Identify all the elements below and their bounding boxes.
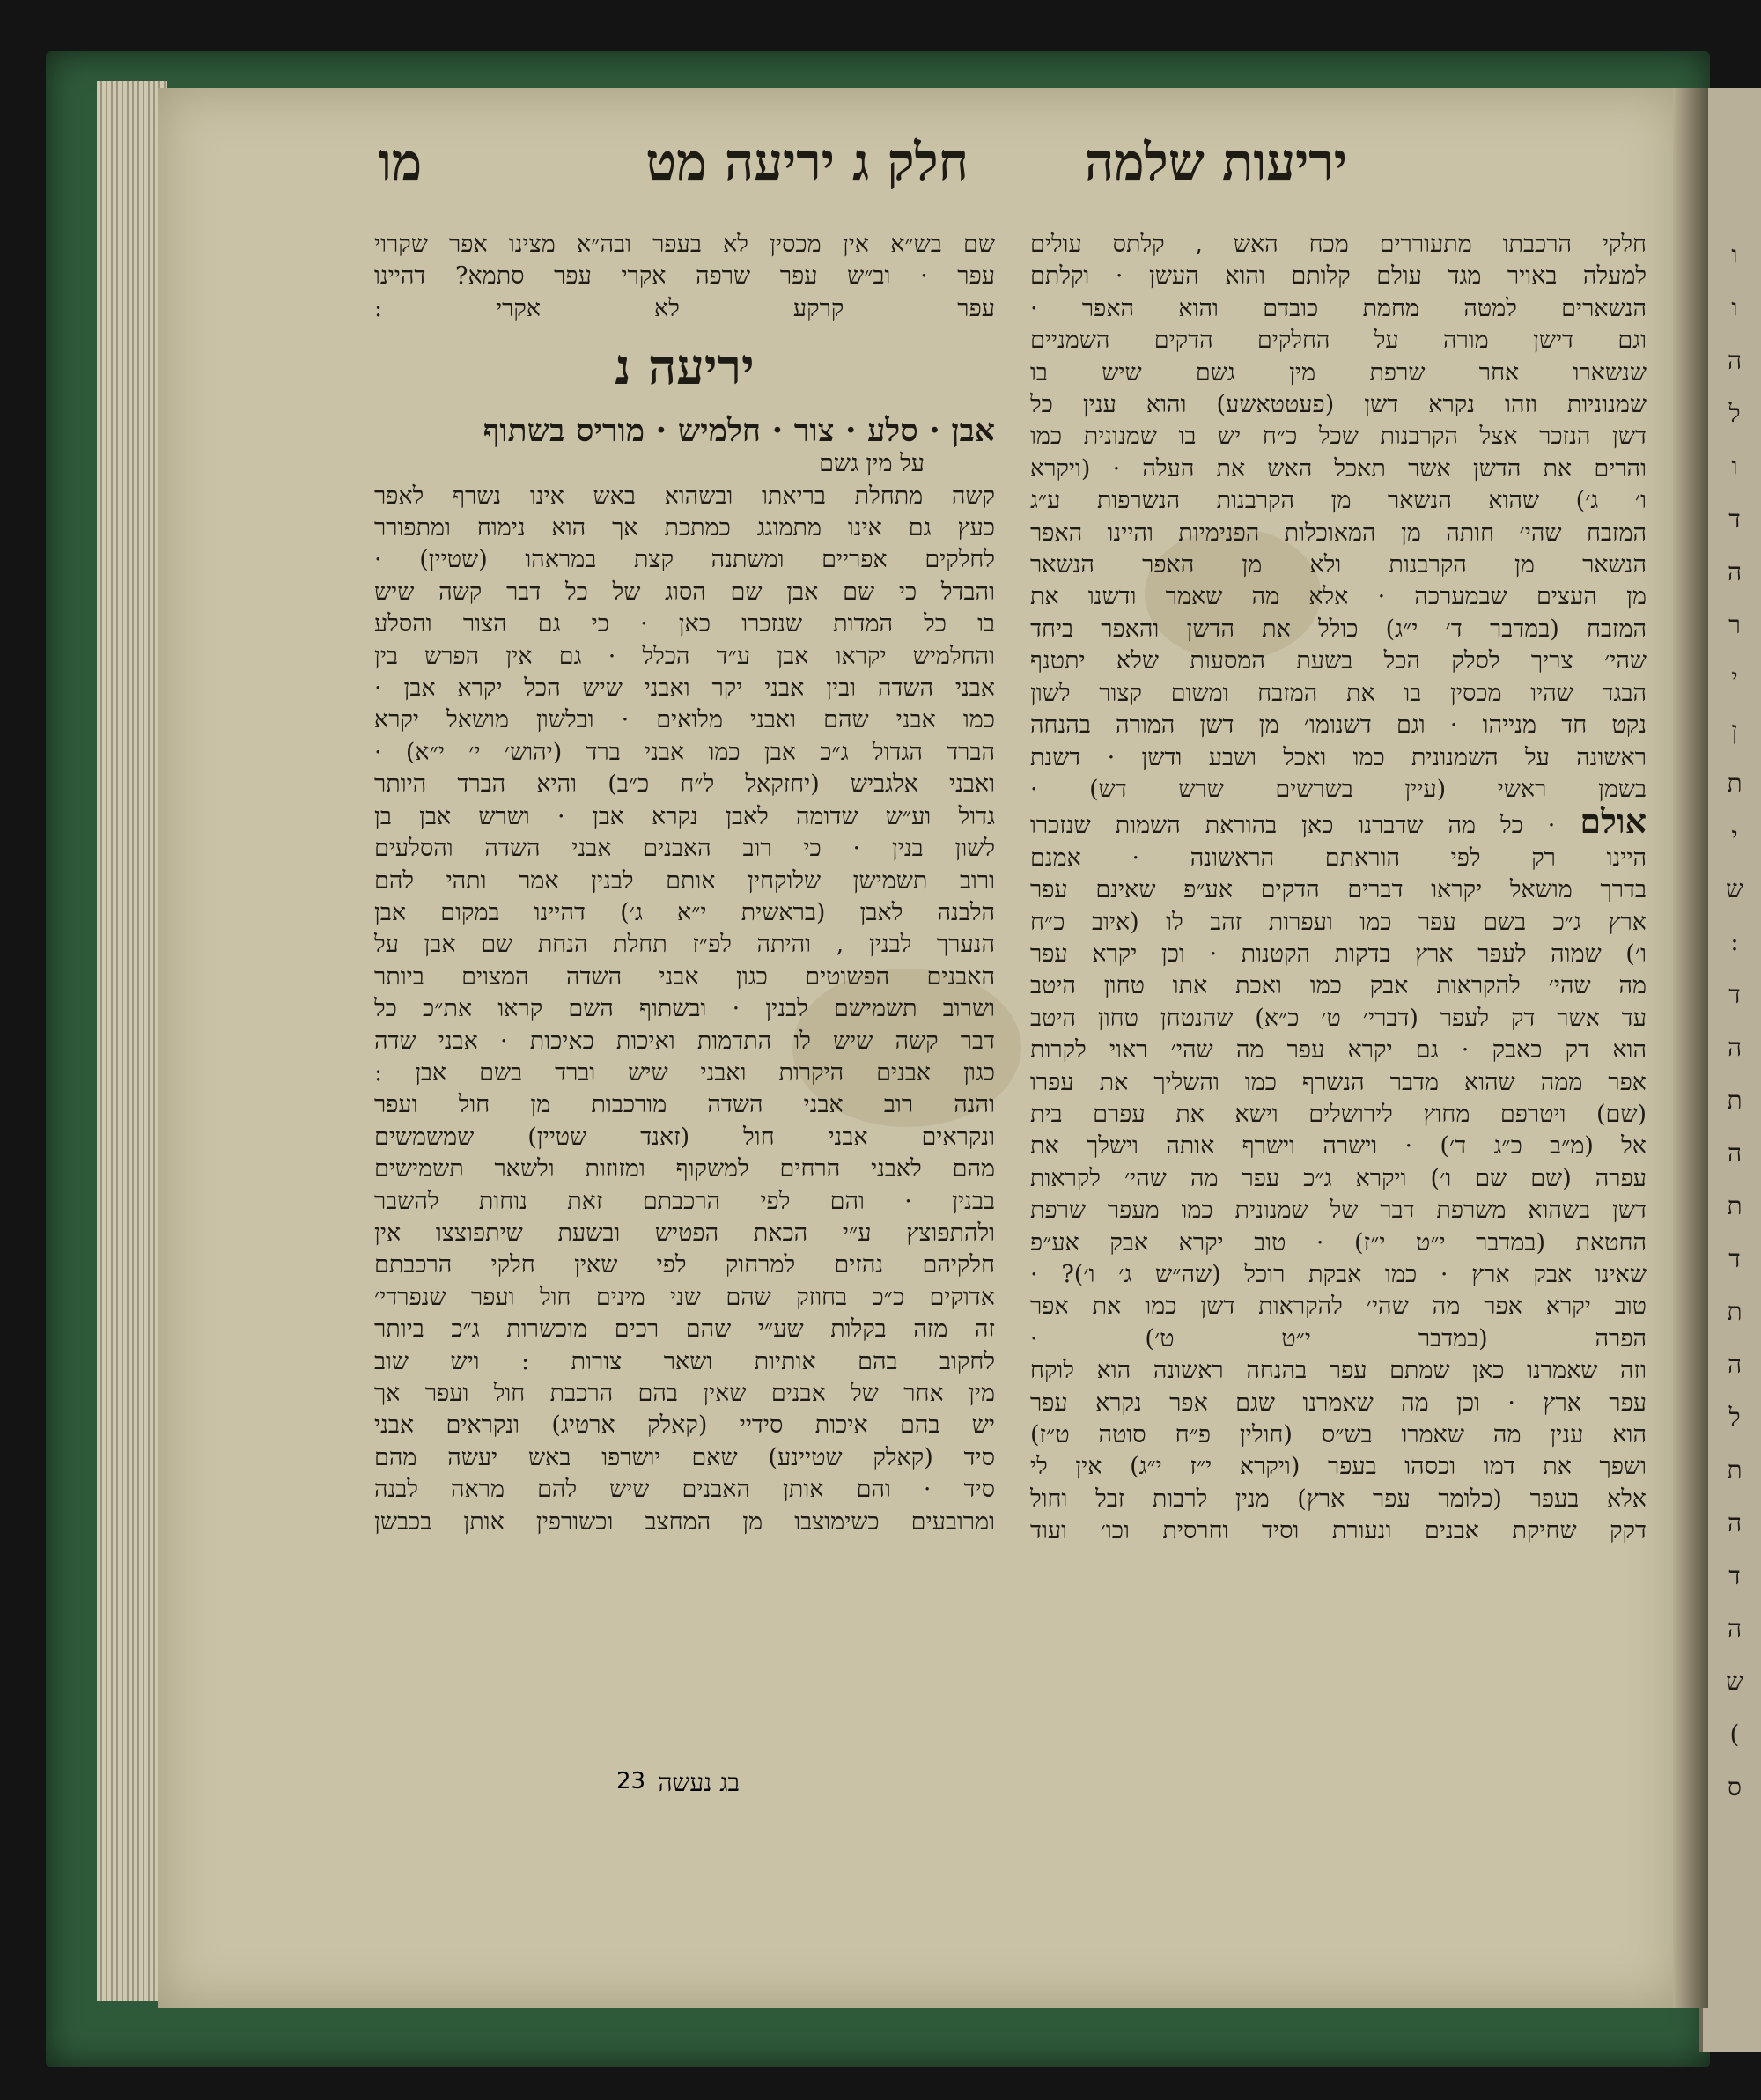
right-column-lines-c [1030, 1355, 1647, 1547]
text-line: עפר קרקע לא אקרי : [374, 294, 995, 322]
olam-paragraph-start [1030, 806, 1647, 842]
facing-page-letter: ( [1729, 1720, 1740, 1749]
text-line: טוב יקרא אפר מה שהי׳ להקראות דשן כמו את אפר [1030, 1293, 1647, 1321]
catchword: בג נעשה [658, 1768, 740, 1797]
text-line: בבנין · והם לפי הרכבתם זאת נוחות להשבר [374, 1187, 995, 1215]
text-line: הלבנה לאבן (בראשית י״א ג׳) דהיינו במקום אבן [374, 898, 995, 926]
text-line: ולהתפוצץ ע״י הכאת הפטיש ובשעת שיתפוצצו אין [374, 1219, 995, 1247]
text-line: היינו רק לפי הוראתם הראשונה · אמנם [1030, 844, 1647, 872]
text-line: בו כל המדות שנזכרו כאן · כי גם הצור והסלע [374, 610, 995, 638]
text-line: דקק שחיקת אבנים ונעורת וסיד וחרסית וכו׳ ועוד [1030, 1517, 1647, 1545]
text-line: הנשארים למטה מחמת כובדם והוא האפר · [1030, 294, 1647, 322]
text-line: וזה שאמרנו כאן שמתם עפר בהנחה ראשונה הוא לוקח [1030, 1357, 1647, 1385]
text-line: עפר · וב״ש עפר שרפה אקרי עפר סתמא? דהיינו [374, 262, 995, 291]
facing-page-letter: ד [1728, 980, 1741, 1009]
left-column-lines-top [374, 229, 995, 325]
text-line: שם בש״א אין מכסין לא בעפר ובה״א מצינו אפר שקרוי [374, 231, 995, 258]
text-line: והנה רוב אבני השדה מורכבות מן חול ועפר [374, 1091, 995, 1119]
text-line: שאינו אבק ארץ · כמו אבקת רוכל (שה״ש ג׳ ו׳)? · [1030, 1261, 1647, 1288]
text-line: אלא בעפר (כלומר עפר ארץ) מנין לרבות זבל וחול [1030, 1485, 1647, 1513]
olam-rest: · כל מה שדברנו כאן בהוראת השמות שנזכרו [1030, 812, 1556, 840]
text-line: עפרה (שם שם ו׳) ויקרא ג״כ עפר מה שהי׳ לקראות [1030, 1164, 1647, 1192]
running-title: יריעות שלמה [1084, 132, 1347, 192]
text-line: מין אחר של אבנים שאין בהם הרכבת חול ועפר אך [374, 1380, 995, 1407]
text-line: הוא דק כאבק · גם יקרא עפר מה שהי׳ ראוי לקרות [1030, 1036, 1647, 1065]
facing-page-letter: : [1730, 927, 1739, 956]
text-line: ומרובעים כשימוצבו מן המחצב וכשורפין אותן בכבשן [374, 1507, 995, 1536]
text-line: הפרה (במדבר י״ט ט׳) · [1030, 1324, 1647, 1352]
text-line: מהם לאבני הרחים למשקוף ומזוזות ולשאר תשמישים [374, 1155, 995, 1183]
facing-page-letter: ד [1728, 1244, 1741, 1273]
facing-page-letter: ת [1727, 1191, 1743, 1220]
left-text-column [374, 229, 995, 1805]
facing-page-letter: ה [1727, 1350, 1743, 1379]
text-line: סיד (קאלק שטיינע) שאם יושרפו באש יעשה מהם [374, 1443, 995, 1471]
facing-page-letter: ת [1727, 769, 1743, 798]
text-line: הברד הגדול ג״כ אבן כמו אבני ברד (יהוש׳ י׳ י״א) · [374, 738, 995, 766]
facing-page-letter: ה [1727, 1508, 1743, 1537]
text-line: אל (מ״ב כ״ג ד׳) · וישרה וישרף אותה וישלך את [1030, 1132, 1647, 1161]
text-line: ו׳) שמוה לעפר ארץ בדקות הקטנות · וכן יקרא עפר [1030, 939, 1647, 968]
text-line: המזבח שהי׳ חותה מן המאוכלות הפנימיות והיינו האפר [1030, 519, 1647, 547]
facing-page-letter: ן [1731, 716, 1738, 745]
text-line: ראשונה על השמנונית כמו ואכל ושבע ודשן · דשנת [1030, 743, 1647, 771]
facing-page-letter: ה [1727, 1033, 1743, 1062]
text-line: והבדל כי שם אבן שם הסוג של כל דבר קשה שיש [374, 578, 995, 606]
olam-word: אולם [1580, 806, 1647, 842]
text-line: קשה מתחלת בריאתו ובשהוא באש אינו נשרף לאפר [374, 482, 995, 510]
facing-page-letter: ל [1728, 1403, 1741, 1432]
facing-page-letter: ל [1728, 399, 1741, 428]
right-column-lines-a [1030, 229, 1647, 806]
text-line: הנשאר מן הקרבנות ולא מן האפר הנשאר [1030, 551, 1647, 579]
text-line: ושפך את דמו וכסהו בעפר (ויקרא י״ז י״ג) אין לי [1030, 1453, 1647, 1481]
facing-page-letter: י [1731, 822, 1738, 851]
facing-page-letter: י [1731, 663, 1738, 692]
text-line: עפר ארץ · וכן מה שאמרנו שגם אפר נקרא עפר [1030, 1389, 1647, 1417]
text-line: בשמן ראשי (עיין בשרשים שרש דש) · [1030, 775, 1647, 803]
text-line: שנשארו אחר שרפת מין גשם שיש בו [1030, 358, 1647, 387]
text-line: עד אשר דק לעפר (דברי׳ ט׳ כ״א) שהנטחן טחון היטב [1030, 1004, 1647, 1032]
text-line: וגם דישן מורה על החלקים הדקים השמניים [1030, 327, 1647, 355]
chapter-subtitle: אבן · סלע · צור · חלמיש · מוריס בשתוף [483, 412, 995, 450]
text-line: והחלמיש יקראו אבן ע״ד הכלל · גם אין הפרש בין [374, 642, 995, 670]
facing-page-letter: ש [1726, 874, 1743, 903]
text-line: והרים את הדשן אשר תאכל האש את העלה · (ויקרא [1030, 454, 1647, 483]
text-line: חלקיהם נהזים למרחוק לפי שאין חלקי הרכבתם [374, 1251, 995, 1279]
facing-page-letter: ה [1727, 1138, 1743, 1168]
text-line: מן העצים שבמערכה · אלא מה שאמר ודשנו את [1030, 583, 1647, 611]
text-line: אבני השדה ובין אבני יקר ואבני שיש הכל יקרא אבן · [374, 674, 995, 703]
text-line: לחקוב בהם אותיות ושאר צורות : ויש שוב [374, 1347, 995, 1375]
signature-mark: 23 [616, 1768, 646, 1794]
text-line: למעלה באויר מגד עולם קלותם והוא העשן · וקלתם [1030, 262, 1647, 291]
text-line: שמנוניות וזהו נקרא דשן (פעטטאשע) והוא ענין כל [1030, 391, 1647, 419]
text-line: סיד · והם אותן האבנים שיש להם מראה לבנה [374, 1476, 995, 1504]
facing-page-letter: ה [1727, 557, 1743, 586]
text-line: דבר קשה שיש לו התדמות ואיכות כאיכות · אבני שדה [374, 1027, 995, 1055]
text-line: כגון אבנים היקרות ואבני שיש וברד בשם אבן : [374, 1058, 995, 1087]
chapter-subtitle-continued: על מין גשם [819, 450, 925, 478]
text-line: (שם) ויטרפם מחוץ לירושלים וישא את עפרם בית [1030, 1100, 1647, 1128]
text-line: ורוב תשמישן שלוקחין אותם לבנין אמר ותהי להם [374, 866, 995, 895]
facing-page-letter: ד [1728, 505, 1741, 534]
page-number: מו [379, 132, 423, 192]
left-column-lines [374, 481, 995, 1538]
text-line: הוא ענין מה שאמרו בש״ס (חולין פ״ח סוטה ט״ז) [1030, 1421, 1647, 1449]
text-line: יש בהם איכות סידיי (קאלק ארטיג) ונקראים אבני [374, 1411, 995, 1440]
text-line: נקט חד מנייהו · וגם דשנומו׳ מן דשן המורה בהנחה [1030, 711, 1647, 740]
facing-page-letter: ו [1731, 452, 1738, 481]
text-line: אפר ממה שהוא מדבר הנשרף כמו והשליך את עפרו [1030, 1068, 1647, 1096]
text-line: הבגד שהיו מכסין בו את המזבח ומשום קצור לשון [1030, 679, 1647, 707]
facing-page-letter: ת [1727, 1297, 1743, 1326]
right-column-lines-b [1030, 843, 1647, 1356]
text-line: בדרך מושאל יקראו דברים הדקים אע״פ שאינם עפר [1030, 876, 1647, 904]
page-gutter [1673, 88, 1708, 2008]
text-line: חלקי הרכבתו מתעוררים מכח האש , קלתס עולים [1030, 231, 1647, 258]
text-line: ואבני אלגביש (יחזקאל ל״ח כ״ב) והיא הברד היותר [374, 770, 995, 799]
text-line: גדול וע״ש שדומה לאבן נקרא אבן · ושרש אבן בן [374, 802, 995, 830]
facing-page-letter: ד [1728, 1561, 1741, 1590]
facing-page-letter: ס [1728, 1772, 1742, 1802]
text-line: ארץ ג״כ בשם עפר כמו ועפרות זהב לו (איוב כ״ח [1030, 908, 1647, 936]
facing-page-letter: ת [1727, 1086, 1743, 1115]
chapter-title: יריעה נ [615, 338, 755, 397]
text-line: ושרוב תשמישם לבנין · ובשתוף השם קראו את״כ כל [374, 995, 995, 1023]
page-header [379, 132, 1347, 211]
facing-page-letter: ש [1726, 1667, 1743, 1696]
facing-page-letter: ר [1728, 610, 1741, 639]
facing-page-letter: ו [1731, 293, 1738, 322]
text-line: החטאת (במדבר י״ט י״ז) · טוב יקרא אבק אע״פ [1030, 1228, 1647, 1256]
right-text-column [1030, 229, 1647, 1761]
text-line: שהי׳ צריך לסלק הכל בשעת המסעות שלא יתטנף [1030, 647, 1647, 675]
facing-page-letter: ת [1727, 1455, 1743, 1485]
facing-page-letter: ו [1731, 240, 1738, 269]
text-line: אדוקים כ״כ בחוזק שהם שני מינים חול ועפר שנפרדי׳ [374, 1283, 995, 1311]
text-line: ונקראים אבני חול (זאנד שטיין) שמשמשים [374, 1123, 995, 1151]
text-line: דשן הנזכר אצל הקרבנות שכל כ״ח יש בו שמנונית כמו [1030, 423, 1647, 451]
text-line: לשון בנין · כי רוב האבנים אבני השדה והסלעים [374, 835, 995, 863]
text-line: כמו אבני שהם ואבני מלואים · ובלשון מושאל יקרא [374, 706, 995, 734]
text-line: זה מזה בקלות שע״י שהם רכים מוכשרות ג״כ ביותר [374, 1315, 995, 1344]
text-line: המזבח (במדבר ד׳ י״ג) כולל את הדשן והאפר ביחד [1030, 615, 1647, 643]
text-line: לחלקים אפריים ומשתנה קצת במראהו (שטיין) · [374, 546, 995, 574]
text-line: הנערך לבנין , והיתה לפ״ז תחלת הנחת שם אבן על [374, 931, 995, 959]
text-line: כעץ גם אינו מתמוגג כמתכת אך הוא נימוח ומתפורר [374, 514, 995, 542]
section-title: חלק ג יריעה מט [645, 132, 969, 192]
text-line: דשן בשהוא משרפת דבר של שמנונית כמו מעפר שרפת [1030, 1197, 1647, 1225]
facing-page-letter: ה [1727, 346, 1743, 375]
page-stack-edges [97, 81, 167, 2001]
facing-page-letter: ה [1727, 1614, 1743, 1643]
text-line: מה שהי׳ להקראות אבק כמו ואכת אתו טחון היטב [1030, 972, 1647, 1000]
text-line: האבנים הפשוטים כגון אבני השדה המצוים ביותר [374, 962, 995, 991]
facing-page-letters [1717, 229, 1752, 1814]
text-line: ו׳ ג׳) שהוא הנשאר מן הקרבנות הנשרפות ע״ג [1030, 487, 1647, 515]
